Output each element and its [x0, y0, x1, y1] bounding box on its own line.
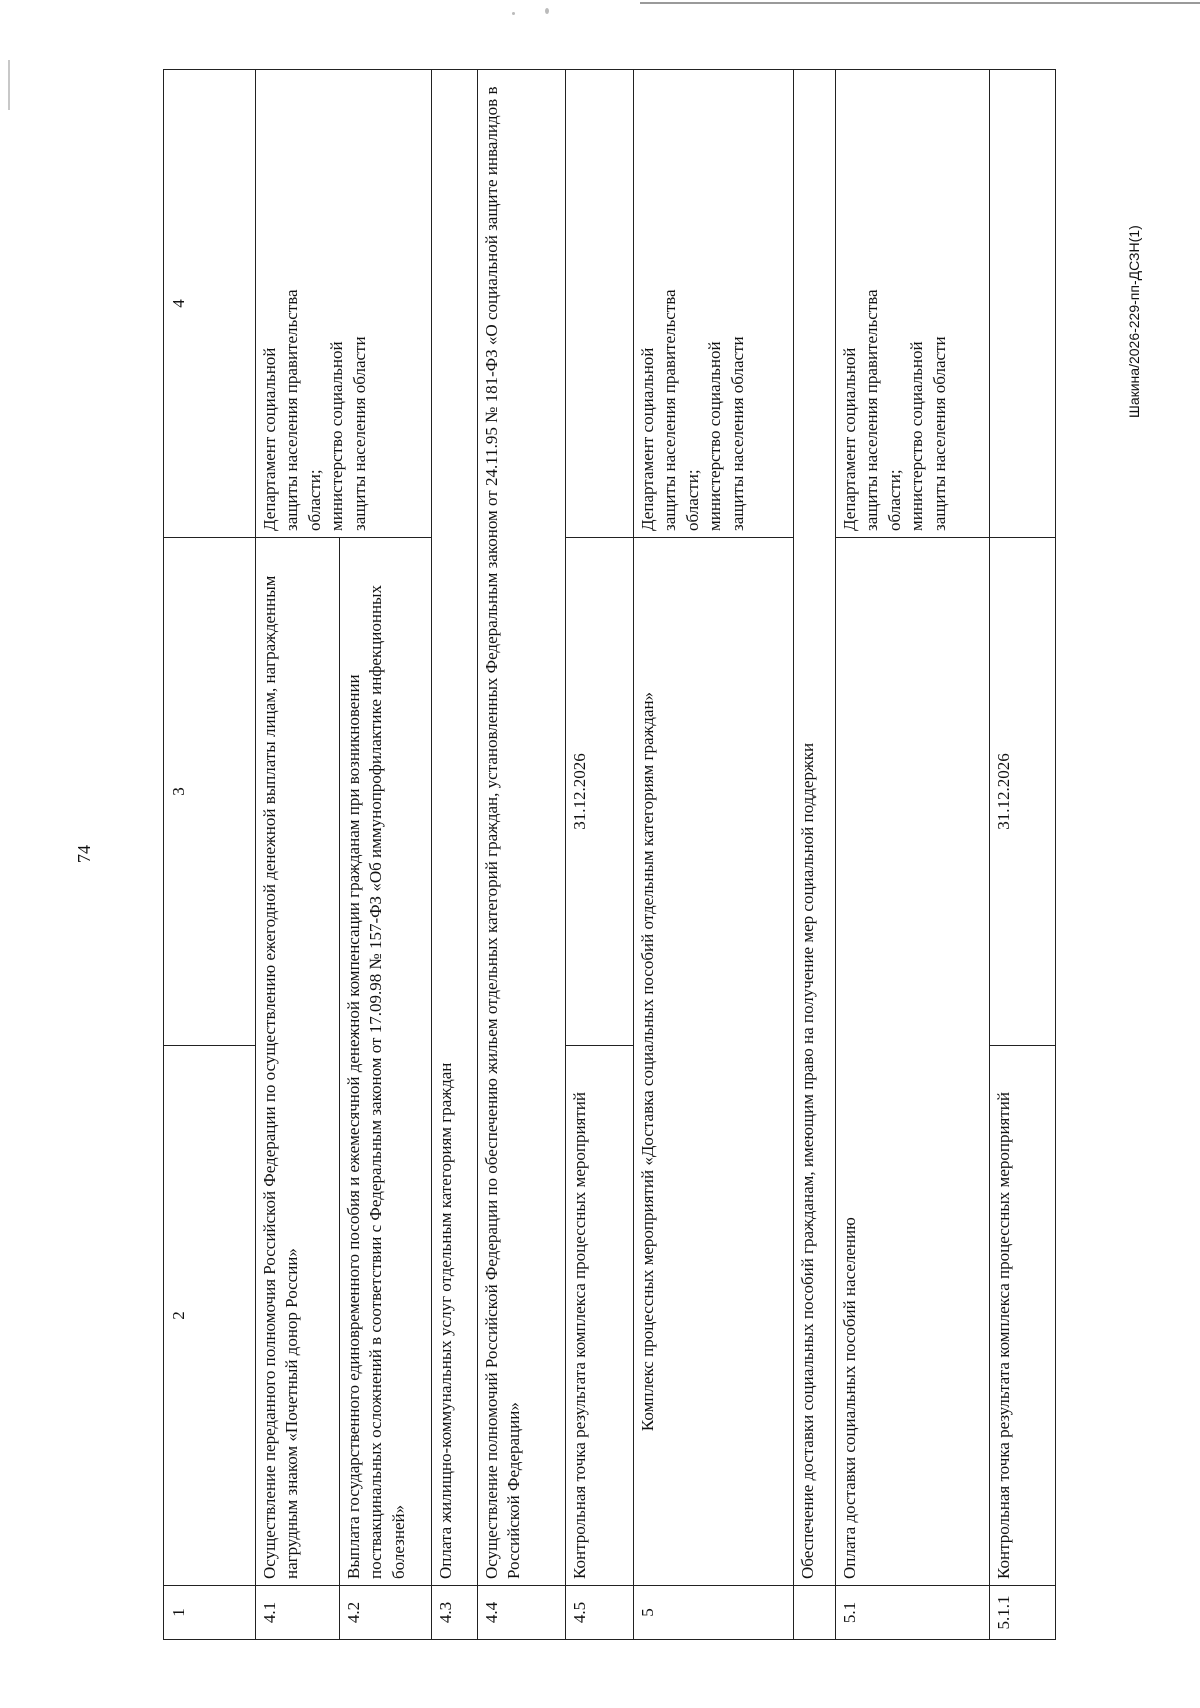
table-header-row	[164, 70, 256, 1640]
row-number: 4.4	[478, 1586, 566, 1640]
row-number: 4.3	[432, 1586, 478, 1640]
row-text: Оплата жилищно-коммунальных услуг отдельным категориям граждан	[432, 70, 478, 1586]
responsible-cell: Департамент социальной защиты населения правительства области; министерство социальной защиты населения области	[836, 70, 990, 538]
row-number	[794, 1586, 836, 1640]
row-number: 4.5	[566, 1586, 634, 1640]
row-text: Выплата государственного единовременного пособия и ежемесячной денежной компенсации гражданам при возникновении поствакцинальных осложнений в соответствии с Федеральным законом от 17.09.98 № 157-ФЗ «Об иммунопрофилактике инфекционных болезней»	[340, 538, 432, 1586]
table-row-4-5	[566, 70, 634, 1640]
row-number: 5	[634, 1586, 794, 1640]
section-text: Обеспечение доставки социальных пособий гражданам, имеющим право на получение мер социальной поддержки	[794, 70, 836, 1586]
row-number: 4.1	[256, 1586, 340, 1640]
row-text: Контрольная точка результата комплекса процессных мероприятий	[566, 1046, 634, 1586]
deadline-date: 31.12.2026	[990, 538, 1056, 1046]
row-text: Комплекс процессных мероприятий «Доставка социальных пособий отдельным категориям граждан»	[634, 538, 794, 1586]
row-number: 4.2	[340, 1586, 432, 1640]
responsible-cell	[990, 70, 1056, 538]
responsible-cell	[566, 70, 634, 538]
responsible-cell: Департамент социальной защиты населения правительства области; министерство социальной защиты населения области	[256, 70, 432, 538]
table-row-4-1	[256, 70, 340, 1640]
row-text: Контрольная точка результата комплекса процессных мероприятий	[990, 1046, 1056, 1586]
column-header-1: 1	[164, 1586, 256, 1640]
program-table	[163, 69, 1056, 1640]
row-text: Осуществление полномочий Российской Федерации по обеспечению жильем отдельных категорий граждан, установленных Федеральным законом от 24.11.95 № 181-ФЗ «О социальной защите инвалидов в Российской Федерации»	[478, 70, 566, 1586]
row-text: Осуществление переданного полномочия Российской Федерации по осуществлению ежегодной денежной выплаты лицам, награжденным нагрудным знаком «Почетный донор России»	[256, 538, 340, 1586]
column-header-2: 2	[164, 1046, 256, 1586]
row-text: Оплата доставки социальных пособий населению	[836, 538, 990, 1586]
table-row-5-1-1	[990, 70, 1056, 1640]
table-row-5-1	[836, 70, 990, 1640]
document-code: Шакина/2026-229-пп-ДСЗН(1)	[1126, 225, 1142, 418]
table-row-5	[634, 70, 794, 1640]
responsible-cell: Департамент социальной защиты населения правительства области; министерство социальной защиты населения области	[634, 70, 794, 538]
column-header-3: 3	[164, 538, 256, 1046]
table-row-4-4	[478, 70, 566, 1640]
deadline-date: 31.12.2026	[566, 538, 634, 1046]
column-header-4: 4	[164, 70, 256, 538]
table-row-section	[794, 70, 836, 1640]
row-number: 5.1	[836, 1586, 990, 1640]
page-number: 74	[74, 845, 94, 863]
table-row-4-3	[432, 70, 478, 1640]
row-number: 5.1.1	[990, 1586, 1056, 1640]
